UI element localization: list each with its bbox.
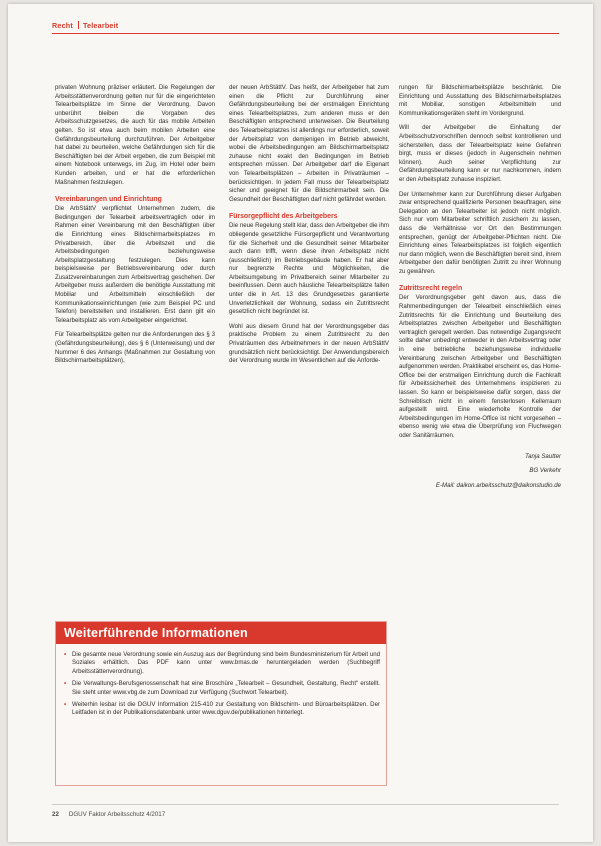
paragraph: Will der Arbeitgeber die Einhaltung der Arbeitsschutzvorschriften dennoch selbst kontrollieren und sicherstellen, dass der Telearbeitsplatz keine Gefahren birgt, muss er dieses (jedoch in Augenschein nehmen können). Auch seiner Verpflichtung zur Gefährdungsbeurteilung kann er nur nachkommen, indem er den Arbeitsplatz zuhause inspiziert. [399, 124, 561, 183]
author-email[interactable]: E-Mail: daikon.arbeitsschutz@daikonstudio.de [435, 481, 561, 489]
author-org: BG Verkehr [529, 467, 561, 475]
bullet-icon: • [64, 701, 67, 709]
paragraph: privaten Wohnung präziser erläutert. Die Regelungen der Arbeitsstättenverordnung gelten nur für die eingerichteten Telearbeitsplätze im Sinne der Verordnung. Davon unberührt bleiben die Vorgaben des Arbeitsschutzgesetzes, die auch für das mobile Arbeiten gelten. So ist etwa auch beim mobilen Arbeiten eine Gefährdungsbeurteilung durchzuführen. Der Arbeitgeber hat dabei zu beurteilen, welche Gefährdungen sich für die Beschäftigten bei der Arbeit ergeben, die zum Beispiel mit einem Notebook unterwegs, im Zug, im Hotel oder beim Kunden arbeiten, und er hat die erforderlichen Maßnahmen festzulegen. [55, 84, 215, 186]
text-column-2 [229, 84, 389, 372]
info-box-title: Weiterführende Informationen [56, 622, 386, 644]
paragraph: rungen für Bildschirmarbeitsplätze beschränkt. Die Einrichtung und Ausstattung des Bildschirmarbeitsplatzes mit Mobiliar, sonstigen Arbeitsmitteln und Kommunikationsgeräten steht im Vordergrund. [399, 84, 561, 117]
info-list-item [64, 651, 380, 676]
paragraph: Der Verordnungsgeber geht davon aus, dass die Rahmenbedingungen der Telearbeit einschließlich eines Zutrittsrechts für die Einrichtung und Beurteilung des Arbeitsplatzes zwischen Arbeitgeber und Beschäftigten vertraglich geregelt werden. Das notwendige Zugangsrecht sollte daher unbedingt entweder in den Arbeitsvertrag oder in eine betriebliche beziehungsweise individuelle Vereinbarung zwischen Arbeitgeber und Beschäftigten aufgenommen werden. Praktikabel erscheint es, das Home-Office bei der erstmaligen Einrichtung durch die Fachkraft für Arbeitssicherheit des Unternehmens inspizieren zu lassen. So kann er beispielsweise dafür sorgen, dass der Schreibtisch nicht in einem fensterlosen Kellerraum aufgestellt wird. Eine wiederholte Kontrolle der Arbeitsbedingungen im Home-Office ist nicht vorgesehen – ebenso wenig wie etwa die Überprüfung von Fluchwegen oder Sanitärräumen. [399, 294, 561, 439]
text-column-3 [399, 84, 561, 496]
paragraph: Für Telearbeitsplätze gelten nur die Anforderungen des § 3 (Gefährdungsbeurteilung), des § 6 (Unterweisung) und der Nummer 6 des Anhangs (Maßnahmen zur Gestaltung von Bildschirmarbeitsplätzen), [55, 331, 215, 365]
page-number: 22 [52, 811, 59, 818]
info-item-text: Weiterhin lesbar ist die DGUV Information 215-410 zur Gestaltung von Bildschirm- und Büroarbeitsplätzen. Der Leitfaden ist in der Publikationsdatenbank unter www.dguv.de/publikationen hinterlegt. [72, 701, 380, 717]
bullet-icon: • [64, 680, 67, 688]
author-signature [399, 453, 561, 491]
section-header [52, 21, 118, 30]
subsection-label[interactable]: Telearbeit [82, 21, 119, 30]
info-list-item [64, 680, 380, 697]
text-column-1 [55, 84, 215, 372]
page-footer [52, 811, 165, 818]
magazine-page [8, 4, 593, 842]
section-label[interactable]: Recht [52, 21, 73, 30]
section-divider [78, 21, 79, 29]
footer-rule [52, 804, 559, 805]
paragraph: Wohl aus diesem Grund hat der Verordnungsgeber das praktische Problem zu einem Zutrittsrecht zu den Privaträumen des Arbeitnehmers in der neuen ArbStättV grundsätzlich nicht berücksichtigt. Der Anwendungsbereich der Verordnung wurde im Wesentlichen auf die Anforde- [229, 322, 389, 365]
subheading: Fürsorgepflicht des Arbeitgebers [229, 213, 338, 221]
info-box [55, 621, 387, 786]
subheading: Vereinbarungen und Einrichtung [55, 196, 162, 204]
subheading: Zutrittsrecht regeln [399, 285, 463, 293]
author-name: Tanja Sautter [524, 452, 561, 460]
bullet-icon: • [64, 651, 67, 658]
paragraph: Die neue Regelung stellt klar, dass den Arbeitgeber die ihm obliegende gesetzliche Fürsorgepflicht und Verantwortung für die Sicherheit und die Gesundheit seiner Mitarbeiter auch dann trifft, wenn diese ihren Arbeitsplatz nicht (ausschließlich) im Betriebsgebäude haben. Er hat aber nur begrenzte Rechte und Möglichkeiten, die Arbeitsumgebung im Privatbereich seiner Mitarbeiter zu beeinflussen. Denn auch häusliche Telearbeitsplätze fallen unter die in Art. 13 des Grundgesetzes garantierte Unverletzlichkeit der Wohnung, sodass ein Zutrittsrecht gesetzlich nicht begründet ist. [229, 222, 389, 316]
info-list [64, 651, 380, 718]
paragraph: Der Unternehmer kann zur Durchführung dieser Aufgaben zwar entsprechend qualifizierte Personen beauftragen, eine Delegation an den Telearbeiter ist jedoch nicht möglich. Sich nur vom Mitarbeiter schriftlich zusichern zu lassen, dass die Verhältnisse vor Ort den Bestimmungen entsprechen, genügt der Arbeitgeber-Pflichten nicht. Die Einrichtung eines Telearbeitsplatzes ist folglich eigentlich nur dann möglich, wenn die Beschäftigten bereit sind, ihrem Arbeitgeber den dafür benötigten Zutritt zu ihrer Wohnung zu gewähren. [399, 190, 561, 275]
info-item-text: Die Verwaltungs-Berufsgenossenschaft hat eine Broschüre „Telearbeit – Gesundheit, Gestaltung, Recht“ erstellt. Sie steht unter www.vbg.de zum Download zur Verfügung (Suchwort Telearbeit). [72, 680, 380, 696]
journal-name: DGUV Faktor Arbeitsschutz 4/2017 [68, 811, 166, 818]
header-rule [52, 33, 559, 34]
paragraph: Die ArbStättV verpflichtet Unternehmen zudem, die Bedingungen der Telearbeit arbeitsvertraglich oder im Rahmen einer Vereinbarung mit den Beschäftigten über die Einrichtung eines Bildschirmarbeitsplatzes im Privatbereich, über die Arbeitszeit und die Arbeitsbedingungen beziehungsweise Arbeitsplatzgestaltung festzulegen. Dies kann beispielsweise per Betriebsvereinbarung oder durch Zusatzvereinbarungen zum Arbeitsvertrag geschehen. Der Arbeitgeber muss außerdem die benötigte Ausstattung mit Mobiliar und Arbeitsmitteln einschließlich der Kommunikationseinrichtungen (wie zum Beispiel PC und Telefon) bereitstellen und installieren. Erst dann gilt ein Telearbeitsplatz als vom Arbeitgeber eingerichtet. [55, 205, 215, 324]
info-item-text: Die gesamte neue Verordnung sowie ein Auszug aus der Begründung sind beim Bundesministerium für Arbeit und Soziales erhältlich. Das PDF kann unter www.bmas.de heruntergeladen werden (Suchbegriff Arbeitsstättenverordnung). [72, 651, 380, 675]
paragraph: der neuen ArbStättV. Das heißt, der Arbeitgeber hat zum einen die Pflicht zur Durchführung einer Gefährdungsbeurteilung bei der erstmaligen Einrichtung eines Telearbeitsplatzes, zum anderen muss er den Beschäftigten entsprechend unterweisen. Die Beurteilung des Telearbeitsplatzes ist allerdings nur erforderlich, soweit der Arbeitsplatz von demjenigen im Betrieb abweicht, wobei die Arbeitsbedingungen am Bildschirmarbeitsplatz zuhause nicht exakt den Bedingungen im Betrieb entsprechen müssen. Der Arbeitgeber darf die Eigenart von Telearbeitsplätzen – Arbeiten in Privaträumen – berücksichtigen. In jedem Fall muss der Telearbeitsplatz sicher und geeignet für die Bildschirmarbeit sein. Die Gesundheit der Beschäftigten darf nicht gefährdet werden. [229, 84, 389, 203]
info-list-item [64, 701, 380, 718]
